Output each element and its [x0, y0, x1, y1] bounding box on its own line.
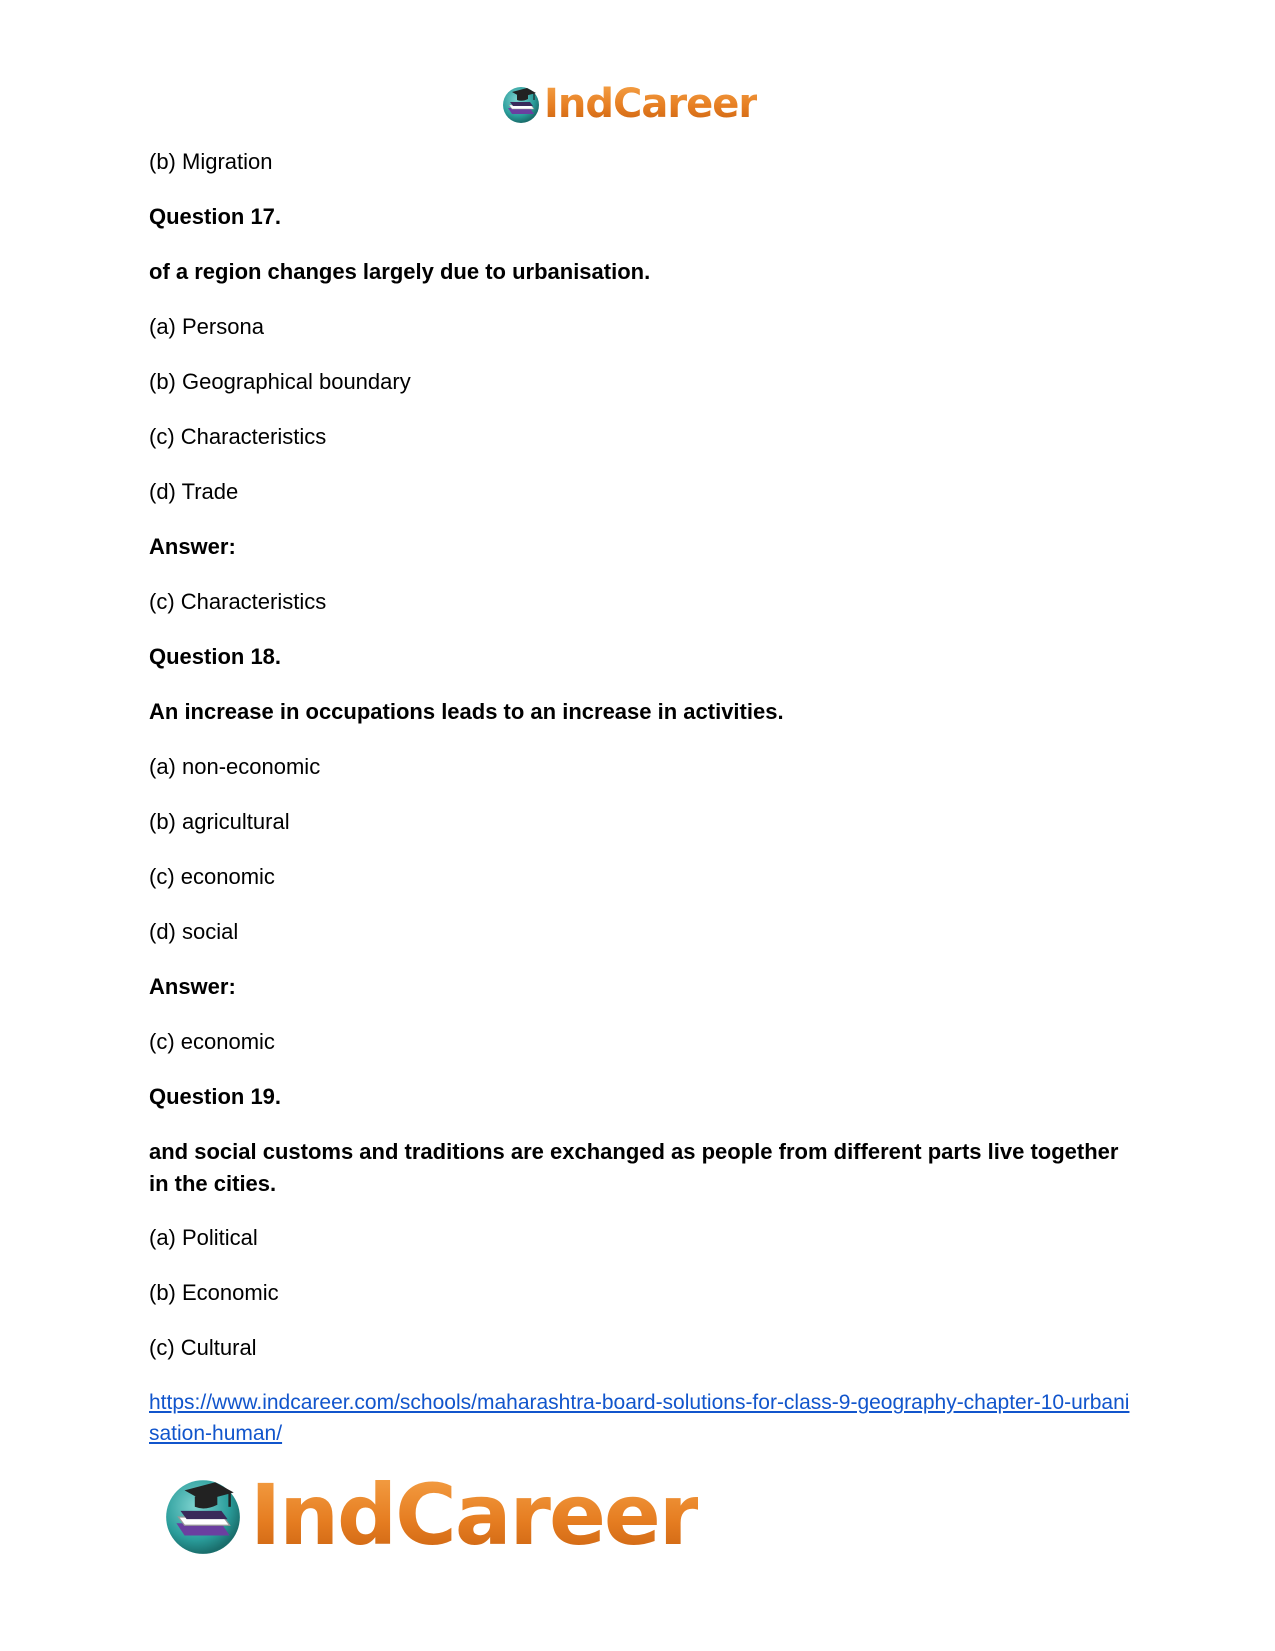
- graduation-book-icon: [500, 83, 542, 125]
- text-line: (d) social: [149, 919, 239, 944]
- heading-line: Question 18.: [149, 644, 282, 669]
- graduation-book-icon: [160, 1472, 246, 1558]
- text-line: (c) economic: [149, 864, 275, 889]
- heading-line: and social customs and traditions are exchanged as people from different parts live together in the cities.: [149, 1139, 1119, 1196]
- text-line: (c) Cultural: [149, 1335, 257, 1360]
- text-line: (c) Characteristics: [149, 424, 327, 449]
- text-line: (a) non-economic: [149, 754, 321, 779]
- text-line: (c) Characteristics: [149, 589, 327, 614]
- text-line: (b) agricultural: [149, 809, 290, 834]
- document-body: [149, 146, 1139, 1449]
- text-line: (a) Persona: [149, 314, 264, 339]
- heading-line: Question 17.: [149, 204, 282, 229]
- heading-line: Question 19.: [149, 1084, 282, 1109]
- text-line: (c) economic: [149, 1029, 275, 1054]
- header-logo-text: IndCareer: [544, 81, 758, 127]
- source-url-link[interactable]: https://www.indcareer.com/schools/maharashtra-board-solutions-for-class-9-geography-chapter-10-urbanisation-human/: [149, 1391, 1130, 1445]
- text-line: (b) Geographical boundary: [149, 369, 411, 394]
- footer-logo-text: IndCareer: [250, 1466, 699, 1564]
- text-line: (a) Political: [149, 1225, 258, 1250]
- text-line: (b) Migration: [149, 149, 273, 174]
- header-logo: [500, 76, 780, 132]
- footer-logo: [160, 1460, 720, 1570]
- heading-line: Answer:: [149, 534, 236, 559]
- text-line: (b) Economic: [149, 1280, 279, 1305]
- heading-line: An increase in occupations leads to an increase in activities.: [149, 699, 784, 724]
- text-line: (d) Trade: [149, 479, 239, 504]
- heading-line: of a region changes largely due to urbanisation.: [149, 259, 651, 284]
- heading-line: Answer:: [149, 974, 236, 999]
